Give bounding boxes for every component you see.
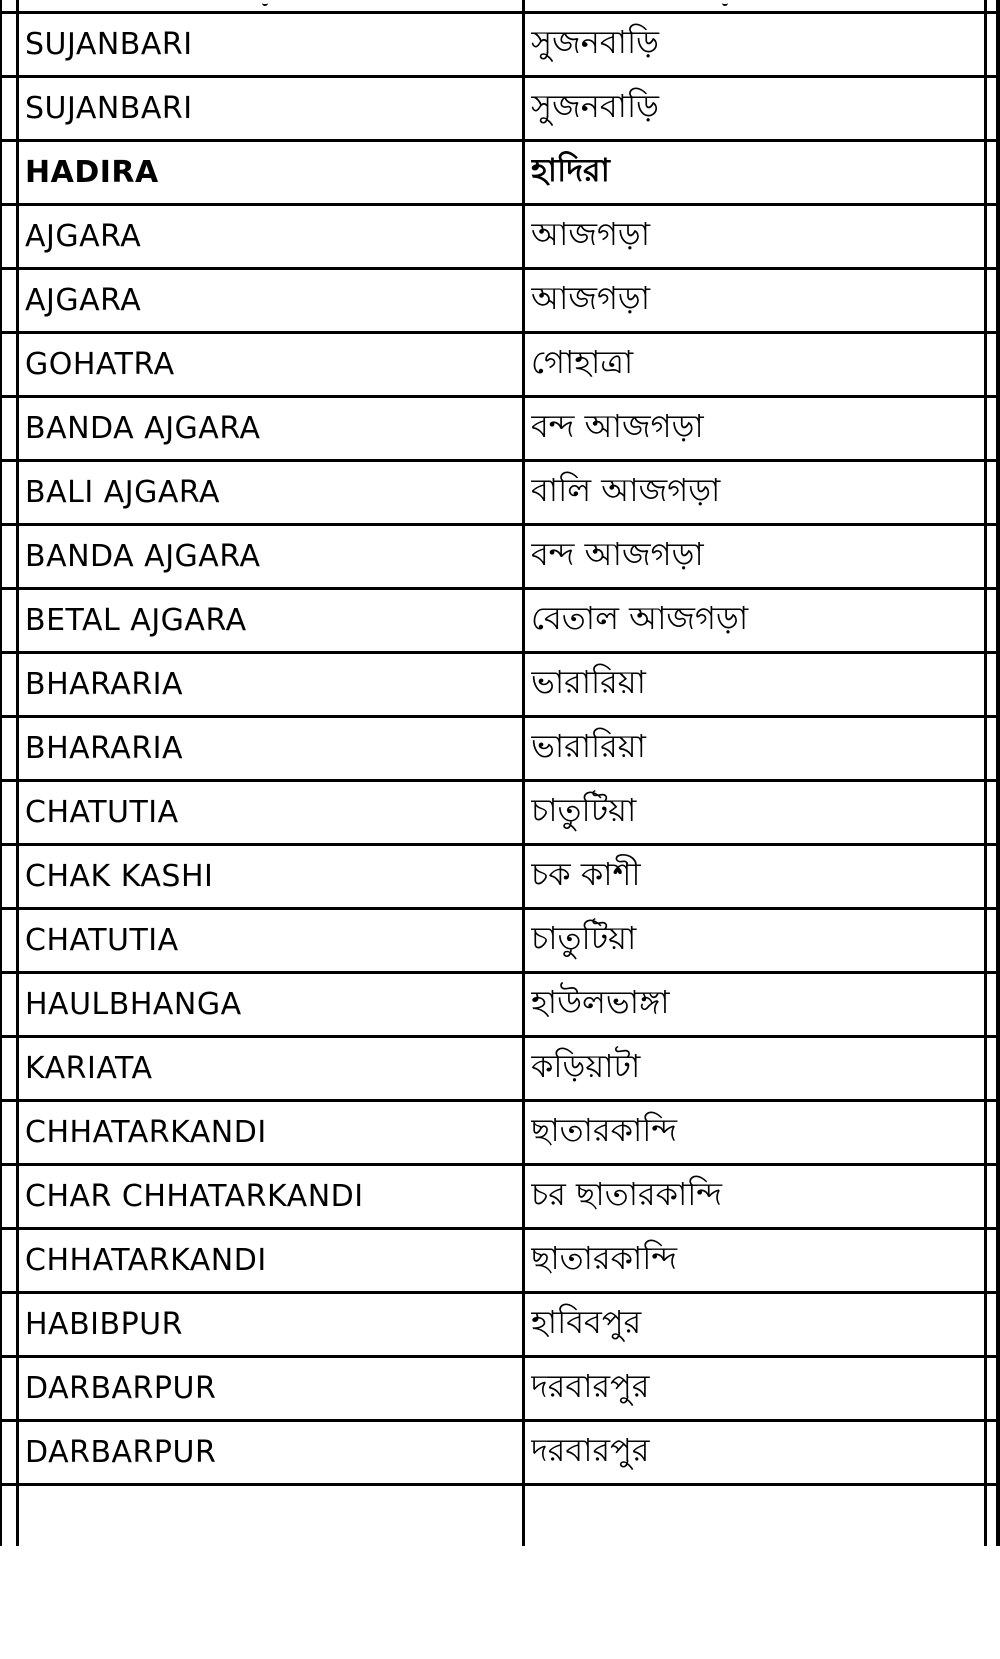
table-row [0, 270, 1000, 334]
bengali-name-cell: হাবিবপুর [531, 1303, 642, 1341]
header-glyph-fragment [262, 0, 268, 6]
bengali-name-cell: চর ছাতারকান্দি [531, 1175, 723, 1213]
english-name-cell: CHHATARKANDI [25, 1243, 267, 1278]
table-row [0, 398, 1000, 462]
bengali-name-cell: সুজনবাড়ি [531, 87, 659, 125]
english-name-cell: CHHATARKANDI [25, 1115, 267, 1150]
table-outer-left-border [0, 0, 2, 1546]
english-name-cell: KARIATA [25, 1051, 153, 1086]
bengali-name-cell: চাতুটিয়া [531, 791, 637, 829]
table-row [0, 78, 1000, 142]
table-row [0, 1166, 1000, 1230]
table-row [0, 1294, 1000, 1358]
table-row [0, 334, 1000, 398]
english-name-cell: BANDA AJGARA [25, 411, 261, 446]
table-row [0, 1422, 1000, 1486]
english-name-cell: BHARARIA [25, 667, 184, 702]
table-row [0, 1038, 1000, 1102]
english-name-cell: BALI AJGARA [25, 475, 220, 510]
table-row [0, 718, 1000, 782]
table-row [0, 1358, 1000, 1422]
table-row [0, 846, 1000, 910]
table-row [0, 974, 1000, 1038]
english-name-cell: BANDA AJGARA [25, 539, 261, 574]
bengali-name-cell: সুজনবাড়ি [531, 23, 659, 61]
bengali-name-cell: ভারারিয়া [531, 727, 646, 765]
english-name-cell: CHAK KASHI [25, 859, 214, 894]
bengali-name-cell: ছাতারকান্দি [531, 1239, 678, 1277]
english-name-cell: AJGARA [25, 283, 142, 318]
bengali-name-cell: বেতাল আজগড়া [531, 599, 749, 637]
table-left-border [16, 0, 19, 1546]
english-name-cell: GOHATRA [25, 347, 175, 382]
table-row [0, 142, 1000, 206]
table-row [0, 654, 1000, 718]
english-name-cell: DARBARPUR [25, 1371, 217, 1406]
table-outer-right-border [996, 0, 1000, 1546]
bengali-name-cell: বন্দ আজগড়া [531, 535, 704, 573]
english-name-cell: HADIRA [25, 155, 159, 190]
bengali-name-cell: বালি আজগড়া [531, 471, 721, 509]
english-name-cell: AJGARA [25, 219, 142, 254]
table-row [0, 526, 1000, 590]
bengali-name-cell: বন্দ আজগড়া [531, 407, 704, 445]
bengali-name-cell: গোহাত্রা [531, 343, 634, 381]
english-name-cell: BHARARIA [25, 731, 184, 766]
bengali-name-cell: ছাতারকান্দি [531, 1111, 678, 1149]
table-body [0, 14, 1000, 1486]
table-row [0, 910, 1000, 974]
english-name-cell: HAULBHANGA [25, 987, 242, 1022]
table-right-border [984, 0, 987, 1546]
table-row [0, 206, 1000, 270]
english-name-cell: BETAL AJGARA [25, 603, 247, 638]
table-row [0, 1102, 1000, 1166]
english-name-cell: SUJANBARI [25, 27, 193, 62]
bengali-name-cell: আজগড়া [531, 215, 651, 253]
bengali-name-cell: ভারারিয়া [531, 663, 646, 701]
table-row [0, 782, 1000, 846]
english-name-cell: CHAR CHHATARKANDI [25, 1179, 364, 1214]
english-name-cell: SUJANBARI [25, 91, 193, 126]
english-name-cell: DARBARPUR [25, 1435, 217, 1470]
table-row [0, 14, 1000, 78]
bengali-name-cell: দরবারপুর [531, 1431, 650, 1469]
bengali-name-cell: আজগড়া [531, 279, 651, 317]
table-row [0, 590, 1000, 654]
bengali-name-cell: কড়িয়াটা [531, 1047, 641, 1085]
bengali-name-cell: চাতুটিয়া [531, 919, 637, 957]
table-row [0, 1230, 1000, 1294]
english-name-cell: CHATUTIA [25, 923, 179, 958]
bengali-name-cell: হাউলভাঙ্গা [531, 983, 670, 1021]
english-name-cell: HABIBPUR [25, 1307, 183, 1342]
table-column-divider [522, 0, 525, 1546]
bengali-name-cell: দরবারপুর [531, 1367, 650, 1405]
header-glyph-fragment [722, 0, 728, 6]
table-row [0, 462, 1000, 526]
bengali-name-cell: হাদিরা [531, 151, 610, 189]
bengali-name-cell: চক কাশী [531, 855, 641, 893]
english-name-cell: CHATUTIA [25, 795, 179, 830]
